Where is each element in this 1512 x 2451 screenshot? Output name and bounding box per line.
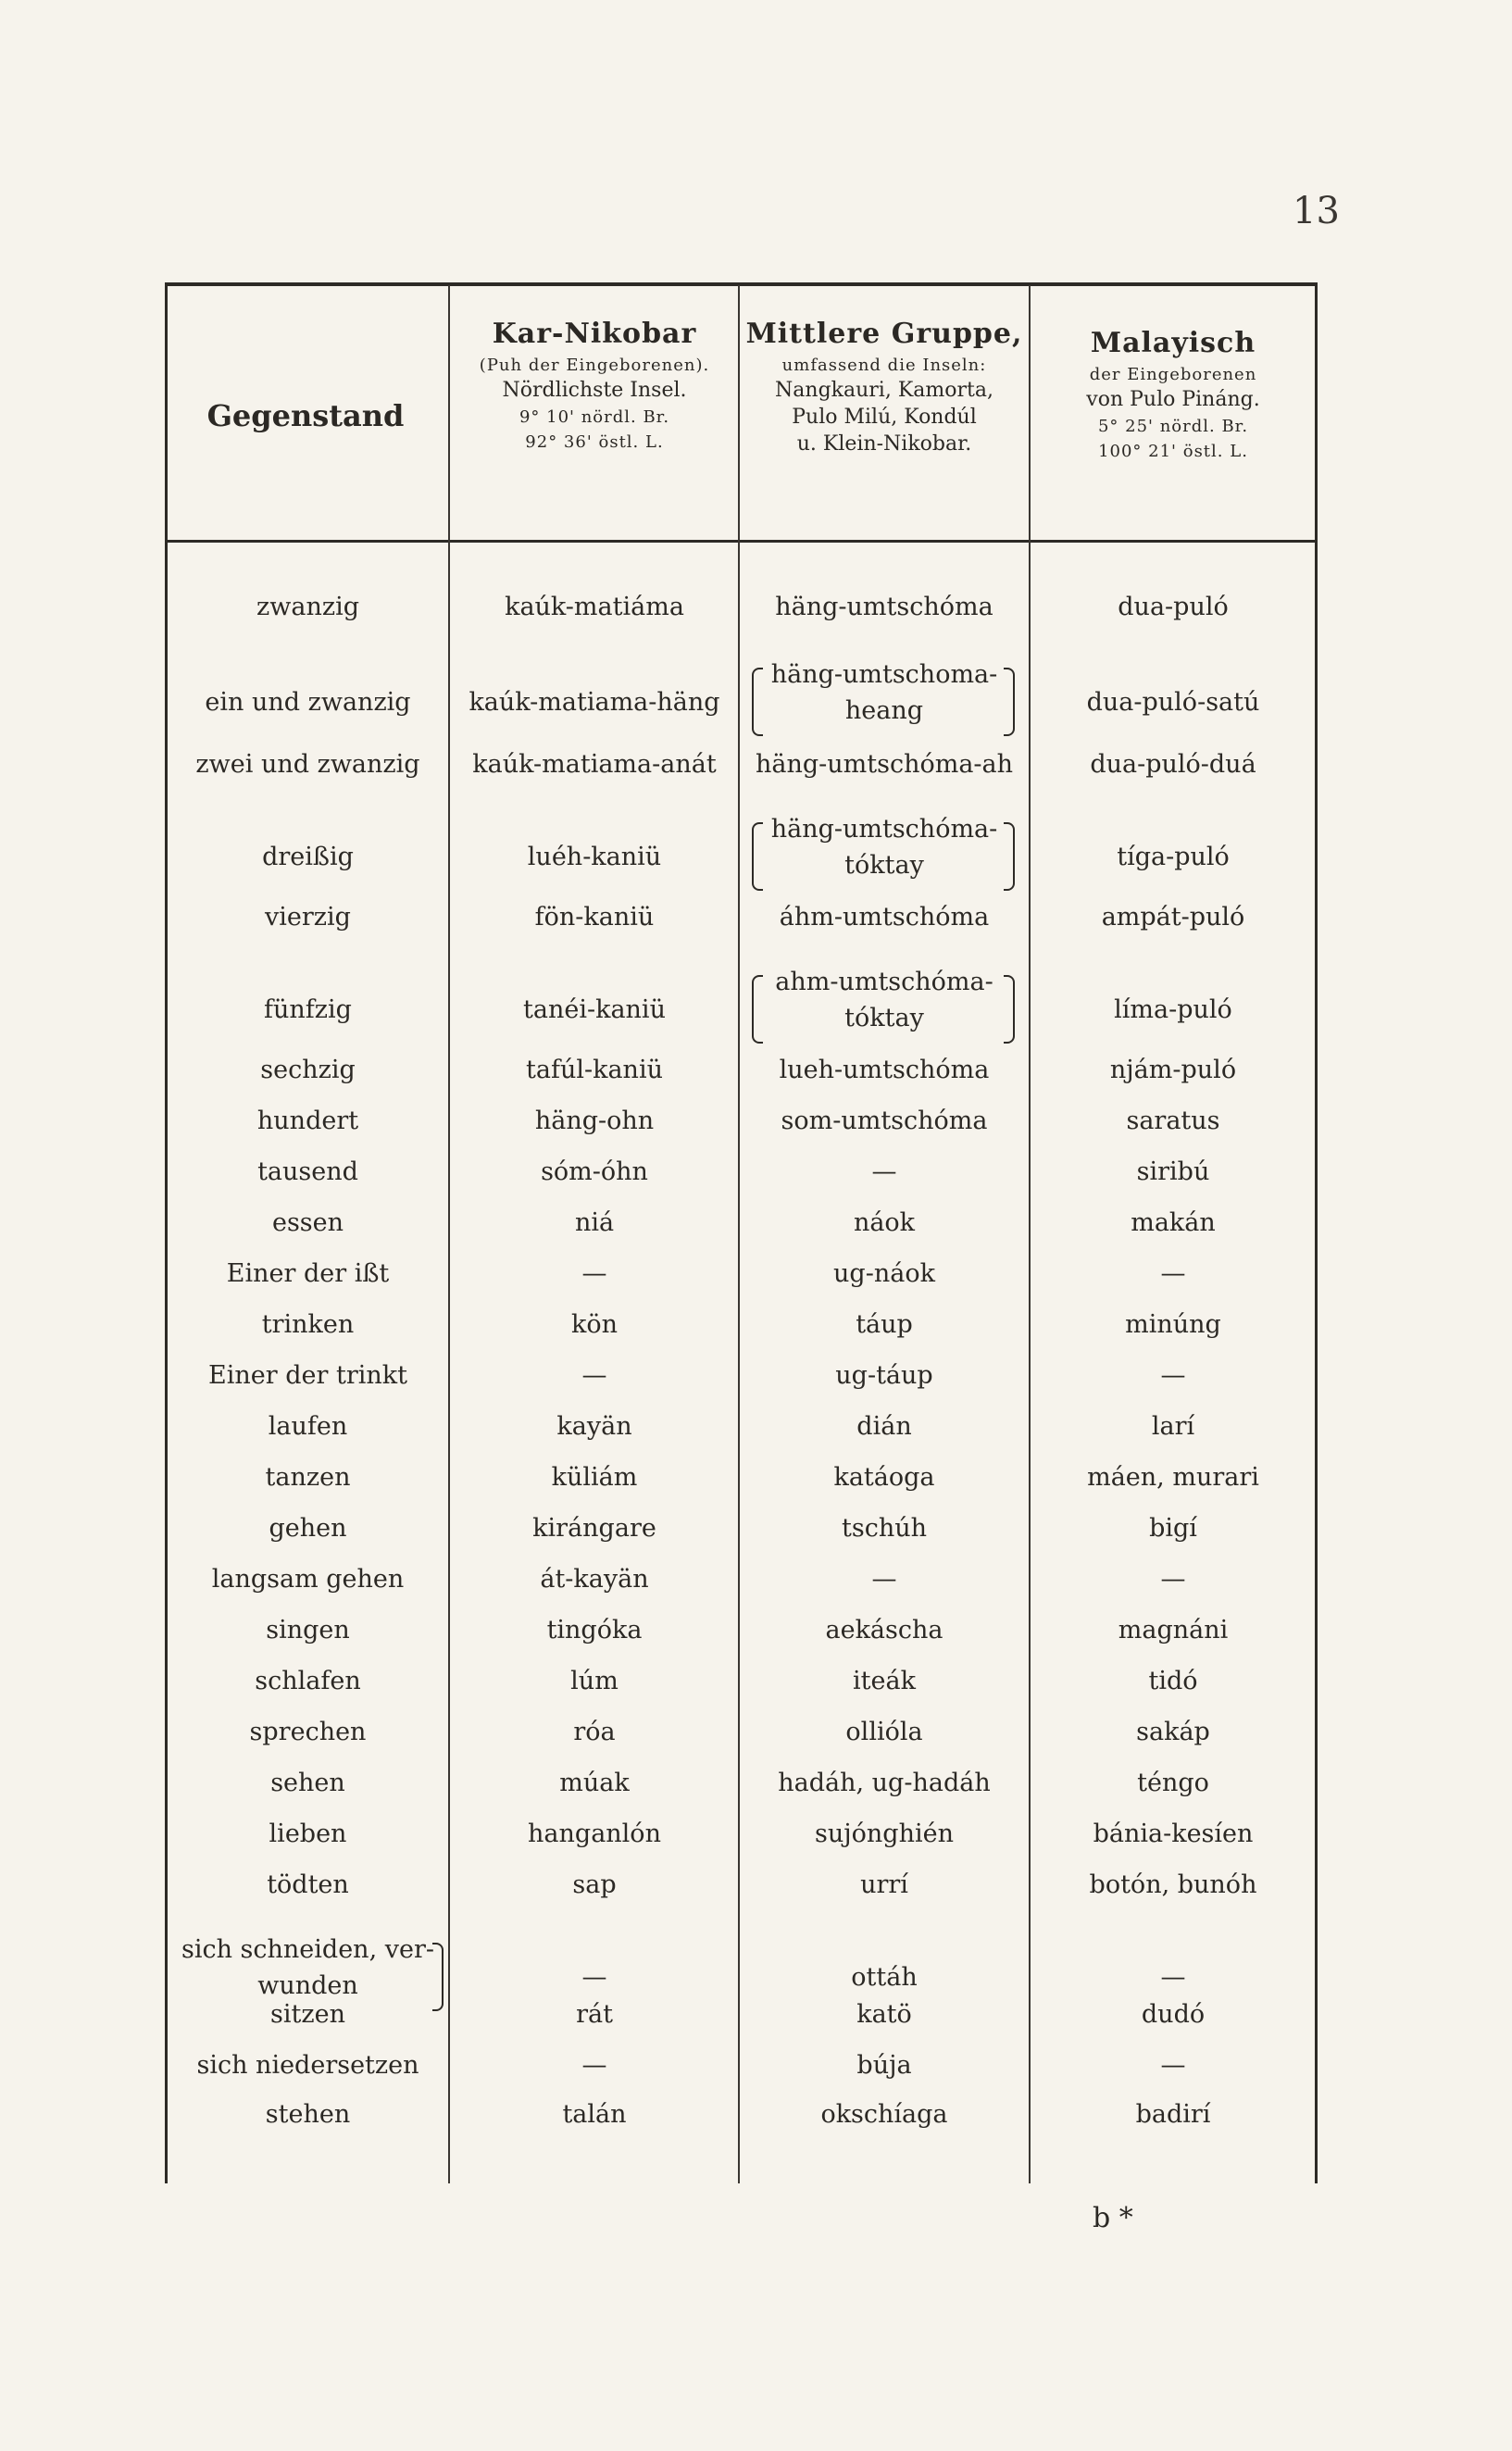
malayisch-cell: bigí [1149, 1514, 1197, 1543]
mittlere-gruppe-cell: sujónghién [815, 1819, 954, 1848]
gegenstand-cell: ein und zwanzig [205, 688, 411, 717]
mittlere-gruppe-cell: häng-umtschóma [775, 593, 993, 621]
cell-line: heang [844, 696, 924, 725]
header-title: Mittlere Gruppe, [745, 318, 1023, 350]
mittlere-gruppe-cell: ug-náok [833, 1259, 935, 1288]
kar-nikobar-cell: sap [572, 1870, 617, 1899]
kar-nikobar-cell: tanéi-kaniü [523, 995, 666, 1024]
gegenstand-cell: sechzig [260, 1056, 356, 1084]
malayisch-cell: botón, bunóh [1089, 1870, 1257, 1899]
mittlere-gruppe-cell: häng-umtschóma-ah [755, 750, 1014, 779]
mittlere-gruppe-cell: dián [856, 1412, 912, 1441]
header-title: Kar-Nikobar [492, 318, 697, 350]
header-line: 5° 25' nördl. Br. [1097, 417, 1249, 436]
malayisch-cell: téngo [1137, 1769, 1209, 1797]
gegenstand-cell: tödten [267, 1870, 349, 1899]
gegenstand-cell: dreißig [262, 843, 354, 871]
gegenstand-cell: stehen [265, 2100, 351, 2129]
header-malayisch [1031, 292, 1315, 537]
header-line: (Puh der Eingeborenen). [479, 356, 710, 375]
mittlere-gruppe-cell: tschúh [842, 1514, 927, 1543]
column-divider [738, 285, 740, 2183]
malayisch-cell: — [1160, 1361, 1186, 1390]
malayisch-cell: bánia-kesíen [1093, 1819, 1254, 1848]
column-divider [1029, 285, 1031, 2183]
kar-nikobar-cell: múak [559, 1769, 630, 1797]
kar-nikobar-cell: — [581, 1963, 607, 1992]
kar-nikobar-cell: niá [574, 1208, 615, 1237]
right-brace-icon [1004, 975, 1015, 1044]
gegenstand-cell: sprechen [249, 1718, 367, 1746]
malayisch-cell: tíga-puló [1117, 843, 1230, 871]
mittlere-gruppe-cell: aekáscha [825, 1616, 943, 1644]
gegenstand-cell: Einer der trinkt [208, 1361, 407, 1390]
header-mittlere-gruppe [741, 292, 1028, 537]
mittlere-gruppe-cell: — [871, 1565, 897, 1594]
signature-mark: b * [1093, 2202, 1133, 2234]
gegenstand-cell: sehen [270, 1769, 345, 1797]
mittlere-gruppe-cell: búja [856, 2051, 912, 2080]
gegenstand-cell: tanzen [265, 1463, 351, 1492]
header-line: von Pulo Pináng. [1086, 388, 1260, 411]
kar-nikobar-cell: róa [573, 1718, 616, 1746]
header-line: 92° 36' östl. L. [525, 432, 664, 452]
gegenstand-cell: singen [266, 1616, 350, 1644]
gegenstand-cell: tausend [257, 1157, 358, 1186]
malayisch-cell: dua-puló-duá [1090, 750, 1256, 779]
malayisch-cell: minúng [1125, 1310, 1221, 1339]
cell-line: sich schneiden, ver- [181, 1935, 435, 1964]
kar-nikobar-cell: sóm-óhn [541, 1157, 648, 1186]
kar-nikobar-cell: kaúk-matiama-häng [469, 688, 720, 717]
kar-nikobar-cell: talán [562, 2100, 627, 2129]
malayisch-cell: siribú [1136, 1157, 1210, 1186]
gegenstand-cell: lieben [269, 1819, 347, 1848]
gegenstand-cell: Einer der ißt [226, 1259, 390, 1288]
kar-nikobar-cell: rát [576, 2000, 613, 2029]
malayisch-cell: dua-puló-satú [1086, 688, 1260, 717]
malayisch-cell: — [1160, 1259, 1186, 1288]
header-gegenstand: Gegenstand [206, 398, 405, 433]
malayisch-cell: badirí [1135, 2100, 1211, 2129]
mittlere-gruppe-cell: hadáh, ug-hadáh [778, 1769, 991, 1797]
kar-nikobar-cell: kaúk-matiama-anát [472, 750, 717, 779]
mittlere-gruppe-cell: lueh-umtschóma [779, 1056, 990, 1084]
header-line: Pulo Milú, Kondúl [792, 406, 977, 429]
gegenstand-cell: sich niedersetzen [196, 2051, 419, 2080]
mittlere-gruppe-cell: urrí [860, 1870, 908, 1899]
kar-nikobar-cell: — [581, 1361, 607, 1390]
cell-line: tóktay [844, 1004, 924, 1032]
malayisch-cell: — [1160, 1565, 1186, 1594]
kar-nikobar-cell: tafúl-kaniü [526, 1056, 663, 1084]
malayisch-cell: dua-puló [1118, 593, 1229, 621]
gegenstand-cell: essen [271, 1208, 344, 1237]
header-kar-nikobar [452, 292, 737, 537]
gegenstand-cell: zwei und zwanzig [195, 750, 420, 779]
malayisch-cell: magnáni [1118, 1616, 1229, 1644]
gegenstand-cell: trinken [261, 1310, 355, 1339]
kar-nikobar-cell: luéh-kaniü [527, 843, 662, 871]
malayisch-cell: — [1160, 1963, 1186, 1992]
kar-nikobar-cell: tingóka [546, 1616, 643, 1644]
cell-line: tóktay [844, 851, 924, 880]
malayisch-cell: makán [1131, 1208, 1216, 1237]
mittlere-gruppe-cell: katáoga [833, 1463, 935, 1492]
kar-nikobar-cell: fön-kaniü [534, 903, 655, 932]
mittlere-gruppe-cell: táup [856, 1310, 913, 1339]
mittlere-gruppe-cell: iteák [853, 1667, 916, 1695]
header-line: Nangkauri, Kamorta, [775, 379, 993, 402]
mittlere-gruppe-cell: ollióla [845, 1718, 923, 1746]
header-line: u. Klein-Nikobar. [796, 432, 972, 456]
right-brace-icon [1004, 668, 1015, 736]
malayisch-cell: larí [1151, 1412, 1195, 1441]
gegenstand-cell: hundert [256, 1107, 359, 1135]
mittlere-gruppe-cell [741, 660, 1028, 744]
kar-nikobar-cell: — [581, 2051, 607, 2080]
kar-nikobar-cell: lúm [570, 1667, 619, 1695]
malayisch-cell: saratus [1126, 1107, 1220, 1135]
kar-nikobar-cell: — [581, 1259, 607, 1288]
header-line: Nördlichste Insel. [502, 379, 687, 402]
kar-nikobar-cell: kayän [556, 1412, 632, 1441]
mittlere-gruppe-cell: náok [853, 1208, 916, 1237]
malayisch-cell: — [1160, 2051, 1186, 2080]
cell-line: häng-umtschóma- [770, 815, 998, 844]
cell-line: häng-umtschoma- [770, 660, 998, 689]
mittlere-gruppe-cell: som-umtschóma [781, 1107, 988, 1135]
left-brace-icon [752, 668, 763, 736]
cell-line: ahm-umtschóma- [775, 968, 993, 996]
mittlere-gruppe-cell: ottáh [851, 1963, 918, 1992]
malayisch-cell: sakáp [1136, 1718, 1210, 1746]
mittlere-gruppe-cell [741, 815, 1028, 898]
cell-line: wunden [257, 1971, 358, 2000]
mittlere-gruppe-cell: ug-táup [835, 1361, 933, 1390]
kar-nikobar-cell: häng-ohn [534, 1107, 655, 1135]
header-title: Malayisch [1090, 327, 1256, 359]
gegenstand-cell: laufen [268, 1412, 348, 1441]
gegenstand-cell: langsam gehen [211, 1565, 405, 1594]
kar-nikobar-cell: küliám [551, 1463, 638, 1492]
header-line: 100° 21' östl. L. [1098, 442, 1248, 461]
malayisch-cell: njám-puló [1109, 1056, 1237, 1084]
malayisch-cell: máen, murari [1087, 1463, 1259, 1492]
right-brace-icon [1004, 822, 1015, 891]
header-line: umfassend die Inseln: [781, 356, 987, 375]
gegenstand-cell: fünfzig [264, 995, 352, 1024]
kar-nikobar-cell: hanganlón [528, 1819, 661, 1848]
malayisch-cell: ampát-puló [1101, 903, 1245, 932]
malayisch-cell: dudó [1141, 2000, 1206, 2029]
gegenstand-cell: gehen [269, 1514, 347, 1543]
malayisch-cell: tidó [1148, 1667, 1198, 1695]
header-line: der Eingeborenen [1089, 365, 1257, 384]
header-line: 9° 10' nördl. Br. [519, 407, 670, 427]
gegenstand-cell: vierzig [265, 903, 351, 932]
mittlere-gruppe-cell: áhm-umtschóma [779, 903, 990, 932]
mittlere-gruppe-cell: — [871, 1157, 897, 1186]
mittlere-gruppe-cell [741, 968, 1028, 1051]
kar-nikobar-cell: kirángare [532, 1514, 656, 1543]
malayisch-cell: líma-puló [1114, 995, 1232, 1024]
gegenstand-cell: schlafen [255, 1667, 361, 1695]
kar-nikobar-cell: kön [570, 1310, 618, 1339]
kar-nikobar-cell: kaúk-matiáma [505, 593, 684, 621]
kar-nikobar-cell: át-kayän [540, 1565, 649, 1594]
page-number: 13 [1293, 190, 1340, 232]
gegenstand-cell: sitzen [270, 2000, 345, 2029]
left-brace-icon [752, 975, 763, 1044]
left-brace-icon [752, 822, 763, 891]
mittlere-gruppe-cell: okschíaga [820, 2100, 948, 2129]
gegenstand-cell: zwanzig [256, 593, 359, 621]
mittlere-gruppe-cell: katö [856, 2000, 912, 2029]
table-header-rule [165, 540, 1318, 543]
